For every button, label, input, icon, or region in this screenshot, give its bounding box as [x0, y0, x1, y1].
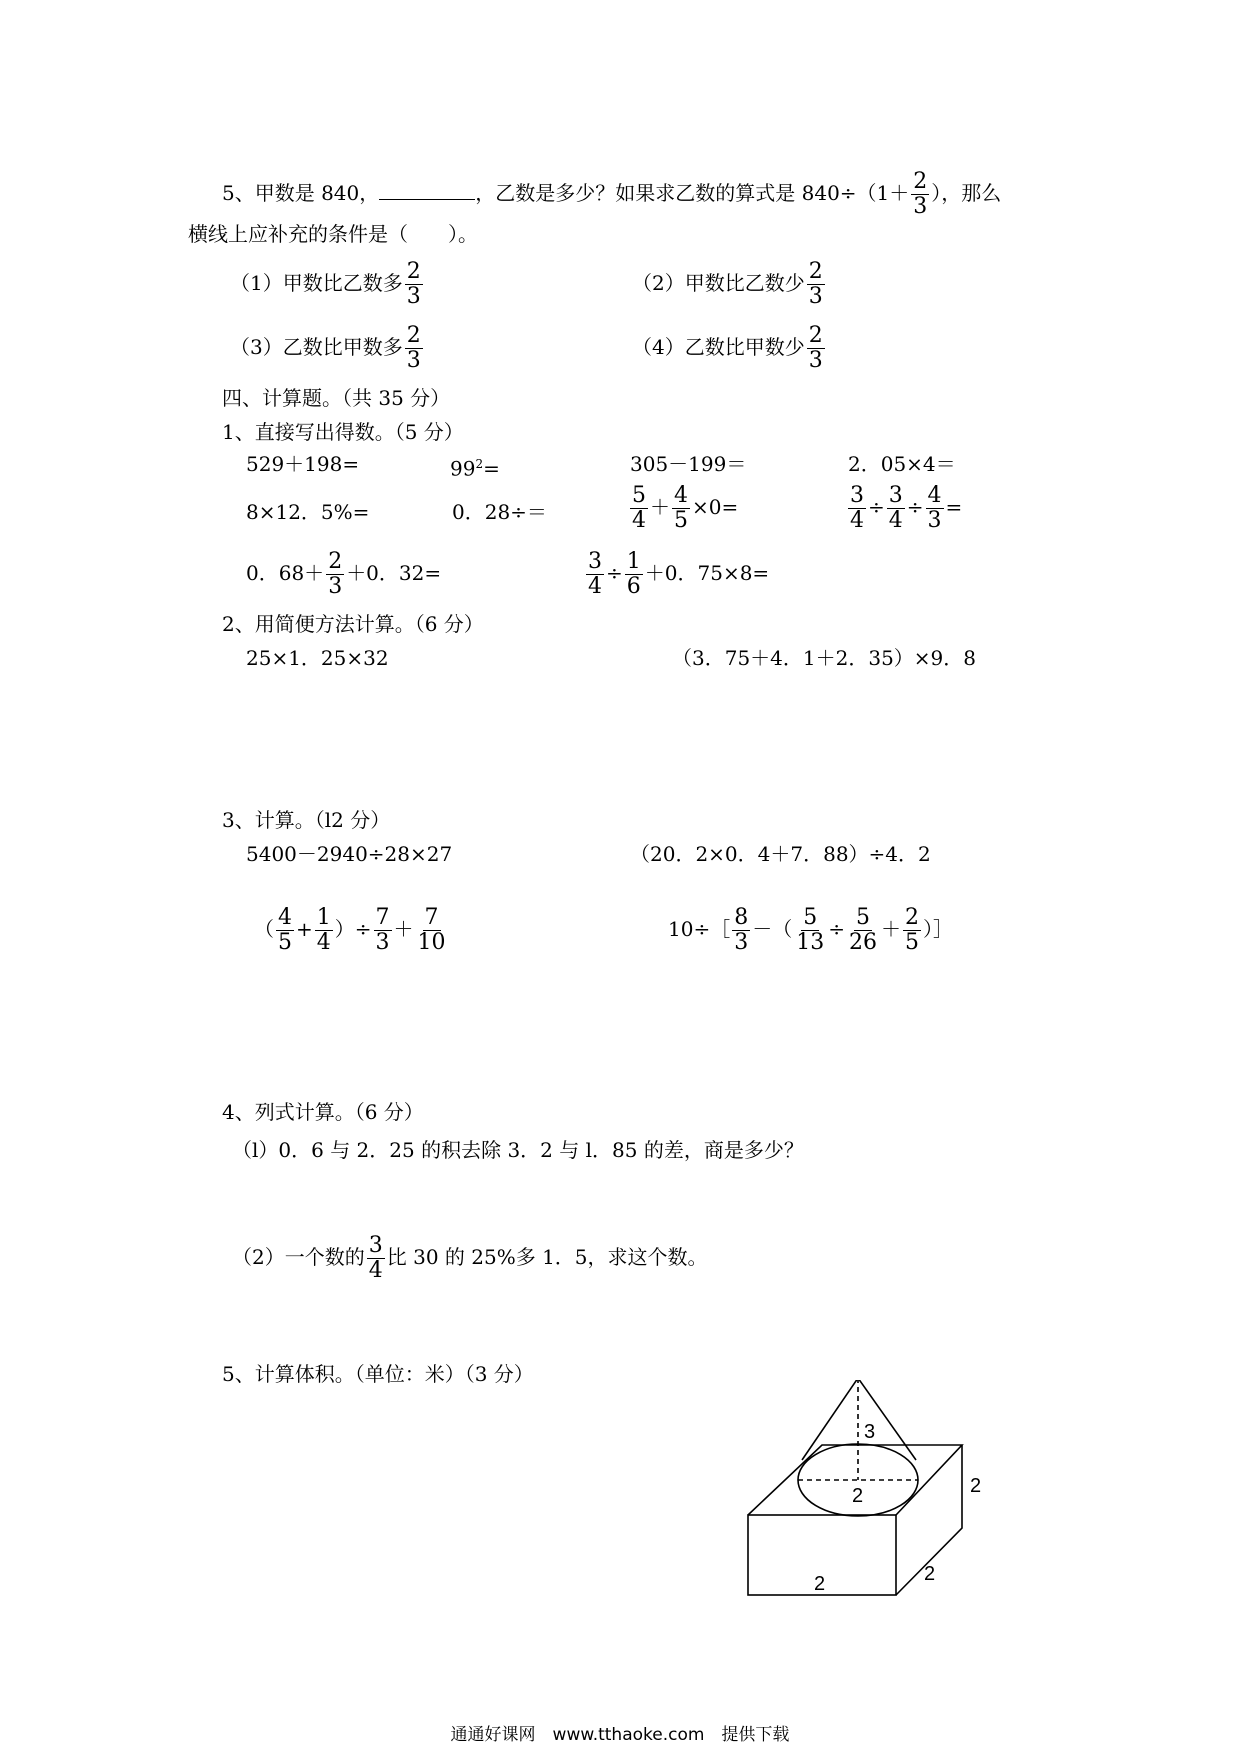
label-box-height: 2	[970, 1475, 982, 1497]
denominator: 4	[588, 574, 602, 599]
q5-fraction	[911, 170, 929, 219]
operator: ＋	[880, 917, 901, 941]
option-fraction	[405, 324, 423, 373]
s1-r1-e2	[450, 452, 500, 481]
tail: ＋0．32=	[346, 561, 442, 585]
paren: （	[254, 917, 274, 941]
base: 99	[450, 456, 476, 481]
fraction	[630, 484, 648, 533]
fraction	[625, 550, 643, 599]
q5-text-a: 5、甲数是 840，	[222, 181, 380, 205]
fraction	[374, 906, 392, 955]
operator: ÷	[606, 561, 623, 585]
fraction	[847, 906, 879, 955]
s2-e2: （3．75＋4．1＋2．35）×9．8	[672, 646, 977, 670]
fraction	[794, 906, 826, 955]
equals: =	[483, 456, 500, 481]
numerator: 5	[803, 905, 818, 930]
fraction	[887, 484, 905, 533]
denominator: 4	[316, 930, 331, 955]
numerator: 2	[808, 259, 823, 284]
numerator: 2	[808, 323, 823, 348]
denominator: 3	[375, 930, 390, 955]
denominator: 6	[626, 574, 641, 599]
numerator: 2	[406, 259, 421, 284]
q5-text-b: ，乙数是多少？如果求乙数的算式是 840÷（1＋	[475, 181, 910, 205]
s3-e4	[668, 906, 953, 955]
q5-option-2	[632, 260, 827, 309]
denominator: 3	[328, 574, 343, 599]
numerator: 5	[855, 905, 870, 930]
option-fraction	[807, 324, 825, 373]
option-fraction	[807, 260, 825, 309]
s5-title: 5、计算体积。（单位：米）（3 分）	[222, 1362, 534, 1386]
numerator: 8	[734, 905, 749, 930]
numerator: 7	[375, 905, 390, 930]
numerator: 5	[632, 483, 646, 508]
denominator: 3	[406, 348, 421, 373]
tail: 比 30 的 25%多 1．5，求这个数。	[386, 1245, 708, 1269]
option-text: （2）甲数比乙数少	[632, 271, 805, 295]
pre: 0．68＋	[246, 561, 325, 585]
s4-q2	[232, 1234, 708, 1283]
denominator: 4	[888, 508, 903, 533]
tail: ）］	[922, 917, 953, 941]
option-text: （3）乙数比甲数多	[230, 335, 403, 359]
denominator: 3	[927, 508, 942, 533]
fraction	[586, 550, 604, 599]
s3-title: 3、计算。（l2 分）	[222, 808, 391, 832]
tail: =	[945, 495, 963, 519]
numerator: 3	[368, 1233, 383, 1258]
q5-line2: 横线上应补充的条件是（ ）。	[188, 222, 478, 246]
s1-r3-e2	[584, 550, 769, 599]
numerator: 4	[927, 483, 942, 508]
denominator: 3	[808, 348, 823, 373]
numerator: 7	[424, 905, 439, 930]
s3-e2: （20．2×0．4＋7．88）÷4．2	[630, 842, 931, 866]
s2-title: 2、用简便方法计算。（6 分）	[222, 612, 484, 636]
page-footer: 通通好课网 www.tthaoke.com 提供下载	[450, 1725, 790, 1745]
denominator: 3	[734, 930, 749, 955]
denominator: 10	[417, 930, 446, 955]
operator: ÷	[906, 495, 924, 519]
fraction	[326, 550, 344, 599]
operator: +	[296, 917, 313, 941]
section4-title: 四、计算题。（共 35 分）	[222, 386, 451, 410]
q5-line1	[222, 170, 1001, 219]
numerator: 4	[278, 905, 292, 930]
tail: ×0=	[692, 495, 739, 519]
tail: ＋0．75×8=	[644, 561, 770, 585]
fraction	[848, 484, 866, 533]
denominator: 5	[278, 930, 292, 955]
fraction	[672, 484, 690, 533]
numerator: 4	[674, 483, 688, 508]
answer-blank	[379, 181, 475, 200]
fraction	[926, 484, 944, 533]
numerator: 2	[904, 905, 919, 930]
option-fraction	[405, 260, 423, 309]
volume-figure	[740, 1380, 990, 1600]
numerator: 3	[888, 483, 903, 508]
fraction	[276, 906, 294, 955]
label-box-depth: 2	[924, 1563, 936, 1585]
denominator: 5	[904, 930, 919, 955]
s1-r2-e3	[628, 484, 738, 533]
s3-e3	[254, 906, 450, 955]
denominator: 5	[674, 508, 688, 533]
operator: ＋	[650, 495, 670, 519]
denominator: 26	[848, 930, 877, 955]
denominator: 4	[850, 508, 864, 533]
numerator: 2	[406, 323, 421, 348]
pre: 10÷［	[668, 917, 731, 941]
operator: －（	[752, 917, 793, 941]
numerator: 1	[316, 905, 331, 930]
q5-text-c: ），那么	[931, 181, 1002, 205]
fraction	[732, 906, 750, 955]
q5-option-1	[230, 260, 425, 309]
s1-r2-e2: 0．28÷＝	[452, 500, 547, 524]
s1-r2-e1: 8×12．5%=	[246, 500, 370, 524]
option-text: （4）乙数比甲数少	[632, 335, 805, 359]
operator: ÷	[868, 495, 885, 519]
s1-r1-e4: 2．05×4＝	[848, 452, 956, 476]
q5-option-4	[632, 324, 827, 373]
denominator: 4	[632, 508, 646, 533]
denominator: 3	[913, 194, 928, 219]
numerator: 3	[850, 483, 864, 508]
label-diameter: 2	[852, 1485, 864, 1507]
numerator: 2	[913, 169, 928, 194]
paren: ）÷	[334, 917, 372, 941]
operator: ＋	[393, 917, 414, 941]
s1-r2-e4	[846, 484, 962, 533]
s3-e1: 5400－2940÷28×27	[246, 842, 453, 866]
denominator: 3	[808, 284, 823, 309]
label-box-length: 2	[814, 1573, 826, 1595]
fraction	[367, 1234, 385, 1283]
fraction	[416, 906, 448, 955]
s1-r1-e3: 305－199＝	[630, 452, 747, 476]
s1-r1-e1: 529＋198=	[246, 452, 360, 476]
s1-r3-e1	[246, 550, 441, 599]
s1-title: 1、直接写出得数。（5 分）	[222, 420, 464, 444]
s2-e1: 25×1．25×32	[246, 646, 389, 670]
option-text: （1）甲数比乙数多	[230, 271, 403, 295]
s4-title: 4、列式计算。（6 分）	[222, 1100, 424, 1124]
numerator: 3	[588, 549, 602, 574]
exponent: 2	[475, 457, 484, 471]
fraction	[903, 906, 921, 955]
denominator: 4	[368, 1258, 383, 1283]
pre: （2）一个数的	[232, 1245, 365, 1269]
numerator: 1	[626, 549, 641, 574]
q5-option-3	[230, 324, 425, 373]
label-cone-height: 3	[864, 1421, 876, 1443]
s4-q1: （l）0．6 与 2．25 的积去除 3．2 与 l．85 的差，商是多少？	[232, 1138, 804, 1162]
denominator: 3	[406, 284, 421, 309]
fraction	[315, 906, 333, 955]
operator: ÷	[828, 917, 845, 941]
denominator: 13	[796, 930, 825, 955]
numerator: 2	[328, 549, 343, 574]
